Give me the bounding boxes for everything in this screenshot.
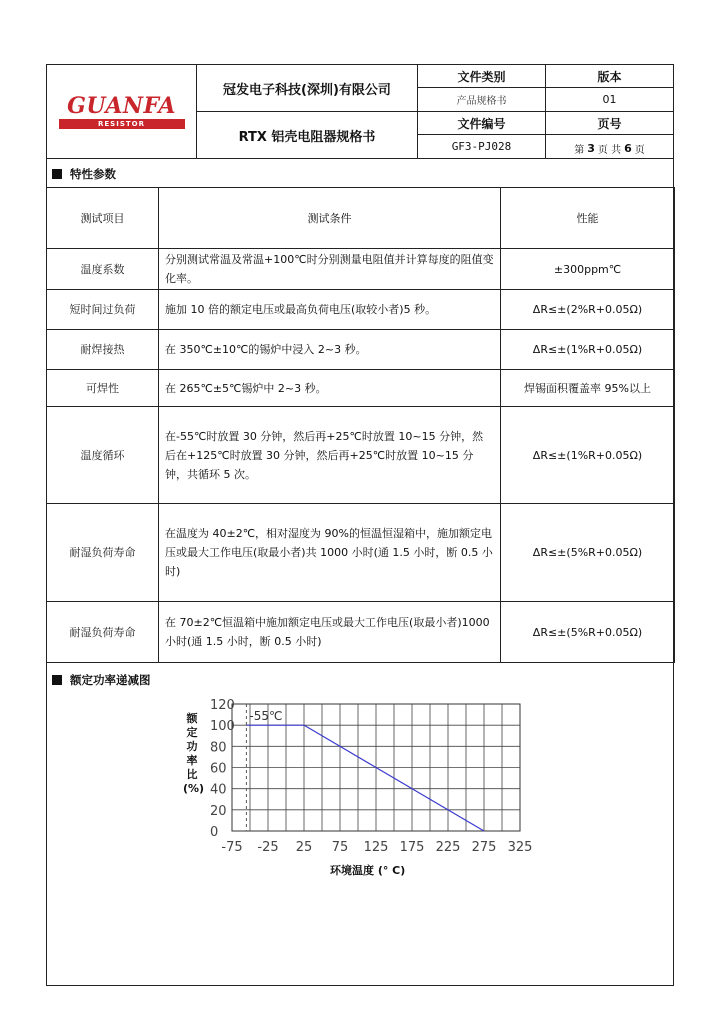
- test-condition: 分别测试常温及常温+100℃时分别测量电阻值并计算每度的阻值变化率。: [159, 249, 501, 290]
- x-tick-label: 175: [399, 840, 425, 855]
- table-row: [47, 407, 675, 504]
- logo: [46, 64, 197, 159]
- x-tick-label: 325: [507, 840, 533, 855]
- x-tick-label: -75: [221, 840, 243, 855]
- page-mid: 页 共: [597, 145, 622, 156]
- test-condition: 在 265℃±5℃锡炉中 2~3 秒。: [159, 370, 501, 407]
- test-condition: 在-55℃时放置 30 分钟，然后再+25℃时放置 10~15 分钟，然后在+125℃时放置 30 分钟，然后再+25℃时放置 10~15 分钟，共循环 5 次。: [159, 407, 501, 504]
- test-item: 可焊性: [47, 370, 159, 407]
- test-item: 耐湿负荷寿命: [47, 504, 159, 602]
- test-condition: 在温度为 40±2℃，相对湿度为 90%的恒温恒湿箱中，施加额定电压或最大工作电压(取最小者)共 1000 小时(通 1.5 小时，断 0.5 小时): [159, 504, 501, 602]
- version-label: 版本: [545, 64, 674, 88]
- header-cell: 测试条件: [159, 188, 501, 249]
- test-item: 耐湿负荷寿命: [47, 602, 159, 663]
- test-performance: ±300ppm℃: [501, 249, 675, 290]
- test-performance: ΔR≤±(2%R+0.05Ω): [501, 290, 675, 330]
- square-bullet-icon: [52, 675, 62, 685]
- y-tick-label: 20: [210, 803, 227, 819]
- test-item: 温度系数: [47, 249, 159, 290]
- spec-table: [46, 187, 675, 663]
- chart-x-axis-label: 环境温度 (° C): [330, 864, 406, 877]
- logo-subtitle: RESISTOR: [59, 119, 185, 129]
- section-derating-heading: [52, 672, 151, 688]
- page-current: 3: [587, 142, 595, 155]
- x-tick-label: 75: [331, 840, 349, 855]
- table-row: [47, 602, 675, 663]
- table-header-row: [47, 188, 675, 249]
- doc-number-value: GF3-PJ028: [417, 134, 546, 159]
- company-name: 冠发电子科技(深圳)有限公司: [196, 64, 418, 112]
- test-item: 耐焊接热: [47, 330, 159, 370]
- table-row: [47, 504, 675, 602]
- table-row: [47, 290, 675, 330]
- test-performance: 焊锡面积覆盖率 95%以上: [501, 370, 675, 407]
- test-performance: ΔR≤±(1%R+0.05Ω): [501, 407, 675, 504]
- header-cell: 性能: [501, 188, 675, 249]
- document-header: [46, 64, 674, 159]
- test-condition: 施加 10 倍的额定电压或最高负荷电压(取较小者)5 秒。: [159, 290, 501, 330]
- test-condition: 在 70±2℃恒温箱中施加额定电压或最大工作电压(取最小者)1000 小时(通 1.5 小时，断 0.5 小时): [159, 602, 501, 663]
- test-performance: ΔR≤±(5%R+0.05Ω): [501, 504, 675, 602]
- y-tick-label: 60: [210, 761, 227, 777]
- doc-type-label: 文件类别: [417, 64, 546, 88]
- y-tick-label: 80: [210, 740, 227, 756]
- test-item: 短时间过负荷: [47, 290, 159, 330]
- section-params-title: 特性参数: [70, 167, 116, 181]
- test-condition: 在 350℃±10℃的锡炉中浸入 2~3 秒。: [159, 330, 501, 370]
- y-tick-label: 40: [210, 782, 227, 798]
- page-number: [545, 134, 674, 159]
- derating-chart: [178, 690, 544, 880]
- page-label: 页号: [545, 111, 674, 135]
- section-derating-title: 额定功率递减图: [70, 673, 151, 687]
- x-tick-label: 275: [471, 840, 497, 855]
- table-row: [47, 330, 675, 370]
- x-tick-label: 25: [295, 840, 313, 855]
- x-tick-label: -25: [257, 840, 279, 855]
- doc-number-label: 文件编号: [417, 111, 546, 135]
- logo-text: GUANFA: [67, 92, 176, 119]
- test-item: 温度循环: [47, 407, 159, 504]
- page-total: 6: [624, 142, 632, 155]
- x-tick-label: 125: [363, 840, 389, 855]
- section-params-heading: [52, 166, 116, 182]
- chart-annotation: -55℃: [249, 709, 283, 724]
- x-tick-label: 225: [435, 840, 461, 855]
- test-performance: ΔR≤±(5%R+0.05Ω): [501, 602, 675, 663]
- chart-y-axis-label: 额 定 功 率 比 (%): [183, 712, 205, 795]
- y-tick-label: 120: [210, 698, 235, 713]
- page-suffix: 页: [634, 145, 645, 156]
- square-bullet-icon: [52, 169, 62, 179]
- version-value: 01: [545, 87, 674, 112]
- doc-type-value: 产品规格书: [417, 87, 546, 112]
- y-tick-label: 100: [210, 719, 235, 735]
- document-title: RTX 铝壳电阻器规格书: [196, 111, 418, 159]
- test-performance: ΔR≤±(1%R+0.05Ω): [501, 330, 675, 370]
- header-cell: 测试项目: [47, 188, 159, 249]
- page-prefix: 第: [574, 145, 585, 156]
- table-row: [47, 370, 675, 407]
- table-row: [47, 249, 675, 290]
- y-tick-label: 0: [210, 825, 219, 840]
